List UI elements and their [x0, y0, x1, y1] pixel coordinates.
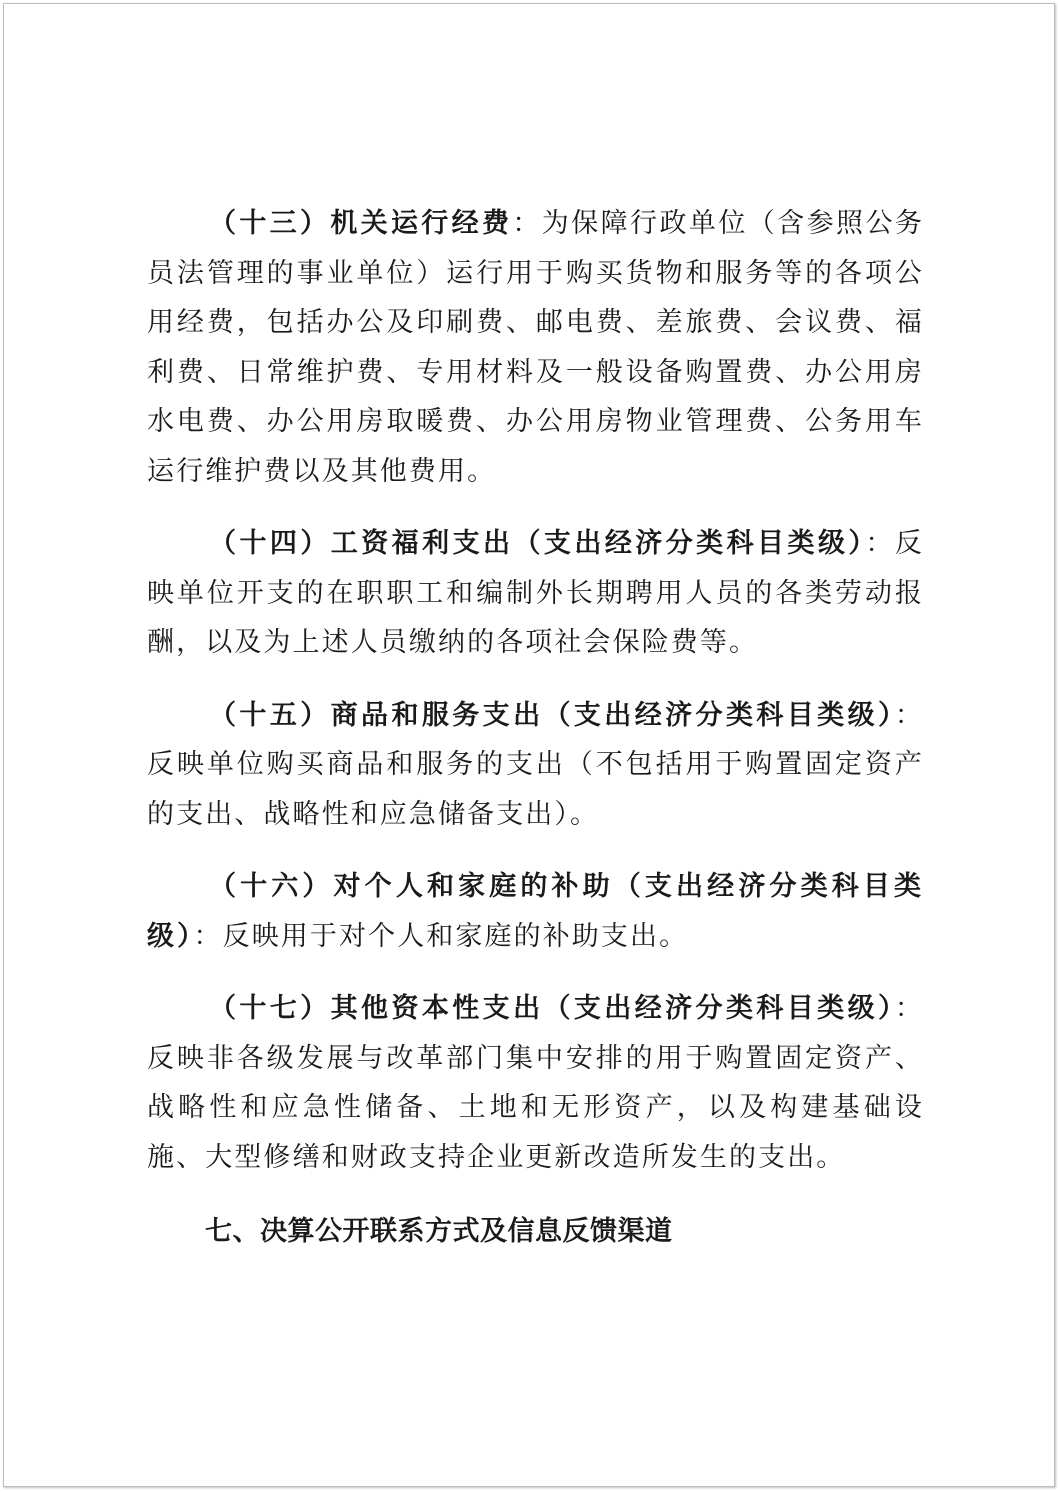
- paragraph-17: [147, 984, 924, 1182]
- term-13: （十三）机关运行经费: [209, 208, 513, 239]
- definition-15: ：反映单位购买商品和服务的支出（不包括用于购置固定资产的支出、战略性和应急储备支出）。: [147, 699, 924, 830]
- paragraph-13: [147, 199, 924, 496]
- term-14: （十四）工资福利支出（支出经济分类科目类级）: [209, 528, 866, 559]
- paragraph-15: [147, 691, 924, 840]
- term-16: （十六）对个人和家庭的补助（支出经济分类科目类级）: [147, 871, 924, 952]
- document-body: [147, 199, 924, 1257]
- document-page: [3, 3, 1055, 1487]
- definition-13: ：为保障行政单位（含参照公务员法管理的事业单位）运行用于购买货物和服务等的各项公用经费，包括办公及印刷费、邮电费、差旅费、会议费、福利费、日常维护费、专用材料及一般设备购置费、办公用房水电费、办公用房取暖费、办公用房物业管理费、公务用车运行维护费以及其他费用。: [147, 208, 925, 487]
- term-15: （十五）商品和服务支出（支出经济分类科目类级）: [209, 699, 895, 731]
- definition-14: ：反映单位开支的在职职工和编制外长期聘用人员的各类劳动报酬，以及为上述人员缴纳的各项社会保险费等。: [147, 528, 925, 658]
- section-heading: 七、决算公开联系方式及信息反馈渠道: [205, 1216, 673, 1247]
- paragraph-16: [147, 862, 924, 961]
- term-17: （十七）其他资本性支出（支出经济分类科目类级）: [209, 993, 895, 1024]
- definition-16: ：反映用于对个人和家庭的补助支出。: [193, 920, 689, 952]
- paragraph-14: [147, 519, 924, 668]
- definition-17: ：反映非各级发展与改革部门集中安排的用于购置固定资产、战略性和应急性储备、土地和无形资产，以及构建基础设施、大型修缮和财政支持企业更新改造所发生的支出。: [147, 993, 924, 1173]
